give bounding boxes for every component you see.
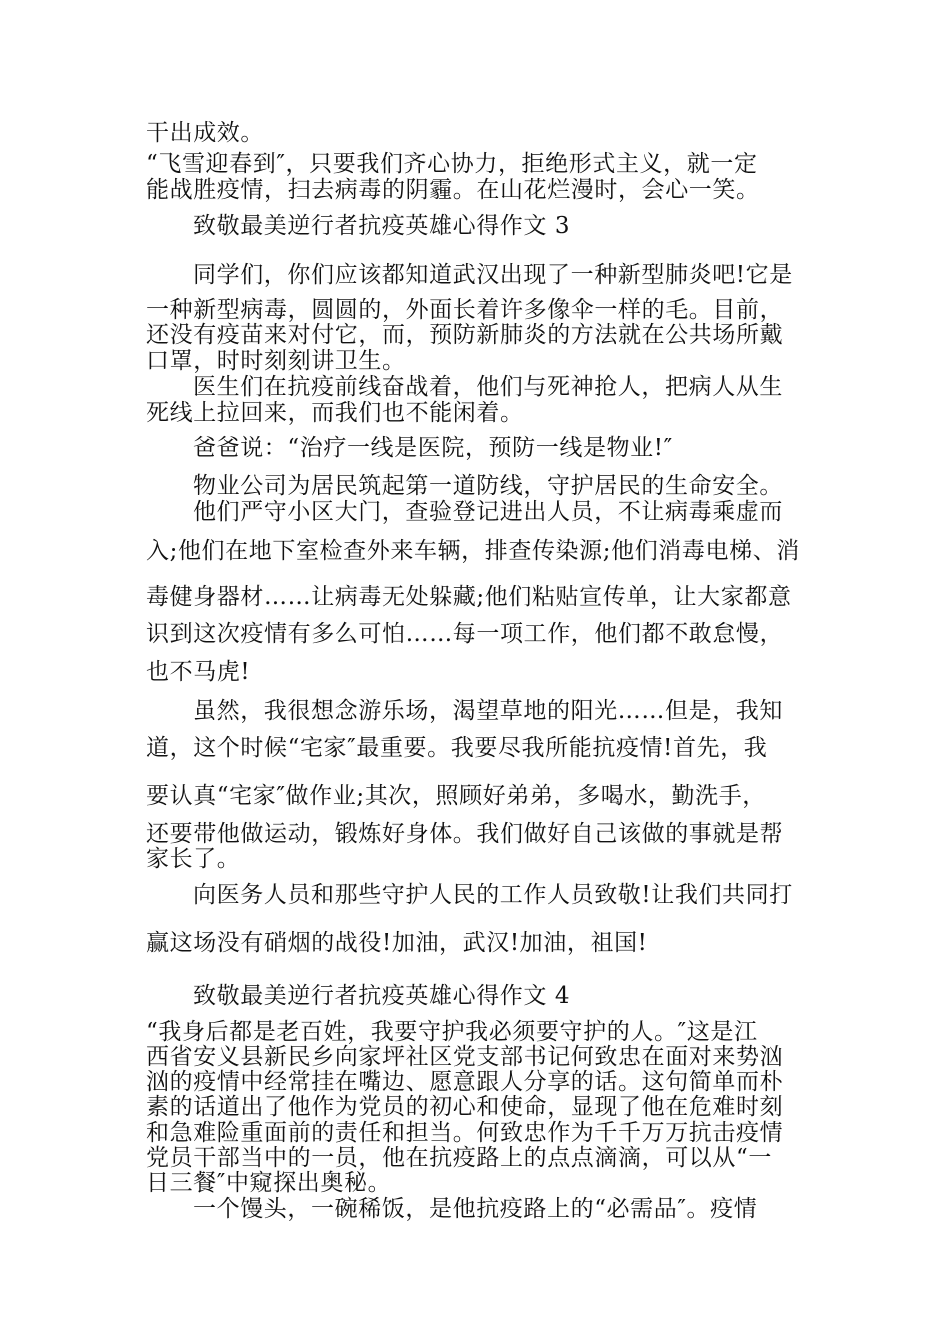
text-line: 毒健身器材……让病毒无处躲藏;他们粘贴宣传单，让大家都意 [146,584,792,610]
text-line: 向医务人员和那些守护人民的工作人员致敬!让我们共同打 [193,882,793,908]
text-line: 赢这场没有硝烟的战役!加油，武汉!加油，祖国! [146,930,648,956]
text-line: 道，这个时候“宅家″最重要。我要尽我所能抗疫情!首先，我 [146,735,768,761]
text-line: 爸爸说：“治疗一线是医院，预防一线是物业!″ [193,435,673,461]
text-line: 一种新型病毒，圆圆的，外面长着许多像伞一样的毛。目前， [146,297,784,323]
text-line: 汹的疫情中经常挂在嘴边、愿意跟人分享的话。这句简单而朴 [146,1069,784,1095]
text-line: 口罩，时时刻刻讲卫生。 [146,348,406,374]
text-line: 他们严守小区大门，查验登记进出人员，不让病毒乘虚而 [193,499,783,525]
section-heading-3: 致敬最美逆行者抗疫英雄心得作文 3 [193,213,571,239]
text-line: 同学们，你们应该都知道武汉出现了一种新型肺炎吧!它是 [193,262,793,288]
text-line: 日三餐″中窥探出奥秘。 [146,1170,392,1196]
text-line: 家长了。 [146,846,241,872]
text-line: 也不马虎! [146,659,251,685]
text-line: 一个馒头，一碗稀饭，是他抗疫路上的“必需品″。疫情 [193,1196,758,1222]
text-line: 死线上拉回来，而我们也不能闲着。 [146,400,524,426]
text-line: 还没有疫苗来对付它，而，预防新肺炎的方法就在公共场所戴 [146,322,784,348]
text-line: 虽然，我很想念游乐场，渴望草地的阳光……但是，我知 [193,698,783,724]
text-line: “我身后都是老百姓，我要守护我必须要守护的人。″这是江 [146,1019,758,1045]
text-line: 物业公司为居民筑起第一道防线，守护居民的生命安全。 [193,473,783,499]
text-line: 医生们在抗疫前线奋战着，他们与死神抢人，把病人从生 [193,374,783,400]
text-line: 素的话道出了他作为党员的初心和使命，显现了他在危难时刻 [146,1094,784,1120]
text-line: 西省安义县新民乡向家坪社区党支部书记何致忠在面对来势汹 [146,1044,784,1070]
text-line: 和急难险重面前的责任和担当。何致忠作为千千万万抗击疫情 [146,1120,784,1146]
text-line: “飞雪迎春到″，只要我们齐心协力，拒绝形式主义，就一定 [146,151,758,177]
text-line: 干出成效。 [146,120,264,146]
text-line: 还要带他做运动，锻炼好身体。我们做好自己该做的事就是帮 [146,821,784,847]
text-line: 党员干部当中的一员，他在抗疫路上的点点滴滴，可以从“一 [146,1145,772,1171]
text-line: 识到这次疫情有多么可怕……每一项工作，他们都不敢怠慢， [146,621,784,647]
text-line: 能战胜疫情，扫去病毒的阴霾。在山花烂漫时，会心一笑。 [146,177,760,203]
text-line: 要认真“宅家″做作业;其次，照顾好弟弟，多喝水，勤洗手， [146,783,766,809]
section-heading-4: 致敬最美逆行者抗疫英雄心得作文 4 [193,983,571,1009]
text-line: 入;他们在地下室检查外来车辆，排查传染源;他们消毒电梯、消 [146,538,800,564]
